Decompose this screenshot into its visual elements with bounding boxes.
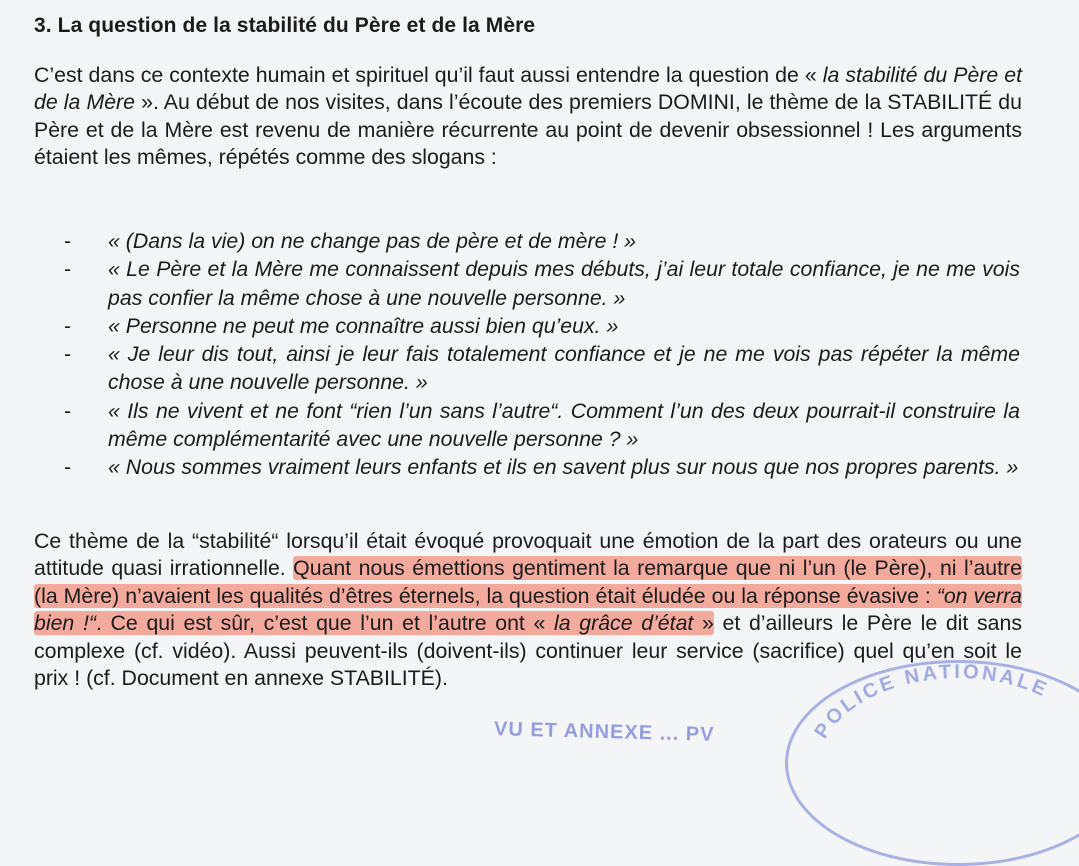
highlight-italic-2: la grâce d’état [554,611,694,636]
conclusion-text-1: Ce thème de la “stabilité“ lorsqu’il était évoqué provoquait une émotion de la part des orateurs ou une attitude quasi irrationnelle. [34,529,1022,581]
seal-text: POLICE NATIONALE [810,663,1053,743]
quote-text: « Nous sommes vraiment leurs enfants et ils en savent plus sur nous que nos propres parents. » [108,455,1019,480]
police-seal-stamp [785,660,1079,866]
bullet-dash: - [64,398,72,423]
highlight-text-1: Quant nous émettions gentiment la remarque que ni l’un (le Père), ni l’autre (la Mère) n’avaient les qualités d’êtres éternels, la question était éludée ou la réponse évasive : [34,556,1022,608]
quote-text: « Personne ne peut me connaître aussi bien qu’eux. » [108,313,619,338]
highlight-italic-1: “on verra bien !“ [34,583,1023,636]
intro-paragraph [34,62,1022,172]
list-item [64,397,1020,454]
seal-graphic [788,663,1079,863]
list-item [64,255,1020,312]
list-item [64,340,1020,397]
intro-text-2: ». Au début de nos visites, dans l’écoute des premiers DOMINI, le thème de la STABILITÉ du Père et de la Mère est revenu de manière récurrente au point de devenir obsessionnel ! Les arguments étaient les mêmes, répétés comme des slogans : [34,90,1022,170]
bullet-dash: - [64,257,72,282]
quote-text: « Le Père et la Mère me connaissent depuis mes débuts, j’ai leur totale confiance, je ne me vois pas confier la même chose à une nouvelle personne. » [108,257,1020,310]
quote-text: « Je leur dis tout, ainsi je leur fais totalement confiance et je ne me vois pas répéter la même chose à une nouvelle personne. » [108,342,1020,395]
bullet-dash: - [64,455,72,480]
quote-text: « Ils ne vivent et ne font “rien l’un sans l’autre“. Comment l’un des deux pourrait-il construire la même complémentarité avec une nouvelle personne ? » [108,398,1020,452]
intro-text-1: C’est dans ce contexte humain et spirituel qu’il faut aussi entendre la question de « [34,63,823,87]
list-item [64,453,1020,481]
conclusion-text-2: et d’ailleurs le Père le dit sans complexe (cf. vidéo). Aussi peuvent-ils (doivent-ils) continuer leur service (sacrifice) quel qu’en soit le prix ! (cf. Document en annexe STABILITÉ). [34,611,1022,691]
highlight-text-3: » [693,611,714,636]
section-heading: 3. La question de la stabilité du Père et de la Mère [34,14,536,37]
highlight-text-2: . Ce qui est sûr, c’est que l’un et l’autre ont « [95,611,555,636]
svg-text:POLICE NATIONALE [810,663,1052,742]
stamp-annotation: VU ET ANNEXE ... PV [493,718,715,746]
bullet-dash: - [64,313,72,338]
list-item [64,312,1020,340]
intro-italic: la stabilité du Père et de la Mère [34,63,1023,115]
bullet-dash: - [64,229,72,253]
bullet-dash: - [64,342,72,367]
quote-text: « (Dans la vie) on ne change pas de père et de mère ! » [108,229,637,253]
list-item [64,227,1020,255]
quote-list [64,227,1020,482]
